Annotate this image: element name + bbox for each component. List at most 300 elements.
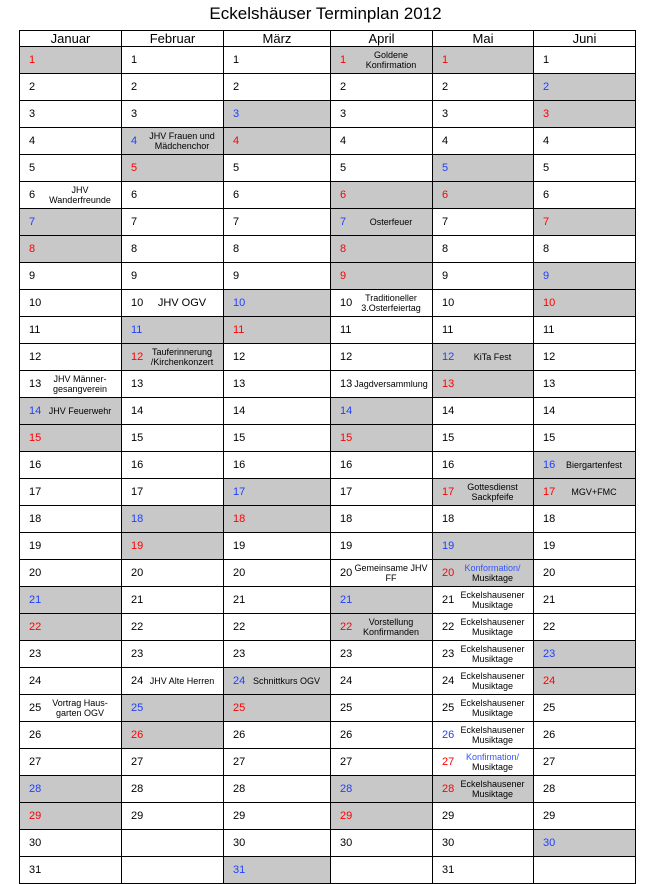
day-number: 5: [29, 162, 36, 174]
day-cell: [433, 74, 534, 101]
event-line: Eckelshausener: [460, 644, 525, 654]
event-line: Eckelshausener: [460, 698, 525, 708]
day-cell: [122, 533, 224, 560]
day-cell: [224, 290, 331, 317]
day-cell: [433, 236, 534, 263]
day-number: 14: [543, 405, 556, 417]
day-number: 7: [131, 216, 138, 228]
calendar-row: [20, 371, 636, 398]
event-line: Eckelshausener: [460, 617, 525, 627]
day-number: 13: [29, 378, 42, 390]
day-cell: [331, 263, 433, 290]
day-number: 12: [131, 351, 144, 363]
day-cell: [331, 425, 433, 452]
day-number: 20: [131, 567, 144, 579]
day-number: 24: [233, 675, 246, 687]
day-cell: [224, 101, 331, 128]
day-cell: [224, 263, 331, 290]
day-cell: [224, 452, 331, 479]
calendar-row: [20, 560, 636, 587]
day-cell: [224, 47, 331, 74]
event-line: Konfirmation: [365, 60, 417, 70]
event-line: JHV Frauen und: [149, 131, 215, 141]
calendar-row: [20, 533, 636, 560]
event-line: Vorstellung: [368, 617, 414, 627]
calendar-row: [20, 290, 636, 317]
day-cell: [122, 695, 224, 722]
day-number: 26: [442, 729, 455, 741]
day-number: 21: [543, 594, 556, 606]
day-cell: [433, 155, 534, 182]
day-number: 26: [29, 729, 42, 741]
day-cell: [534, 155, 636, 182]
day-cell: [534, 776, 636, 803]
day-number: 8: [233, 243, 240, 255]
calendar-row: [20, 695, 636, 722]
event-line: KiTa Fest: [473, 352, 512, 362]
calendar-row: [20, 722, 636, 749]
day-cell: [224, 425, 331, 452]
day-number: 2: [543, 81, 550, 93]
day-cell: [331, 398, 433, 425]
day-number: 22: [340, 621, 353, 633]
day-number: 5: [233, 162, 240, 174]
day-cell: [20, 344, 122, 371]
day-number: 24: [340, 675, 353, 687]
day-number: 4: [543, 135, 550, 147]
calendar-row: [20, 263, 636, 290]
calendar-body: [20, 47, 636, 884]
calendar-row: [20, 425, 636, 452]
day-number: 17: [543, 486, 556, 498]
day-cell: [20, 128, 122, 155]
day-cell: [534, 695, 636, 722]
day-cell: [122, 857, 224, 884]
day-number: 25: [340, 702, 353, 714]
day-number: 23: [131, 648, 144, 660]
day-cell: [20, 236, 122, 263]
day-number: 1: [442, 54, 449, 66]
day-number: 18: [340, 513, 353, 525]
day-number: 6: [340, 189, 347, 201]
calendar-row: [20, 776, 636, 803]
month-header-maerz: März: [224, 31, 331, 47]
day-cell: [224, 776, 331, 803]
day-number: 13: [340, 378, 353, 390]
day-number: 3: [131, 108, 138, 120]
calendar-row: [20, 317, 636, 344]
day-cell: [224, 479, 331, 506]
day-number: 13: [233, 378, 246, 390]
day-number: 24: [29, 675, 42, 687]
day-number: 14: [233, 405, 246, 417]
day-number: 14: [340, 405, 353, 417]
event-label: [455, 617, 530, 637]
day-number: 8: [340, 243, 347, 255]
event-line: Musiktage: [471, 762, 514, 772]
day-cell: [331, 479, 433, 506]
day-cell: [20, 452, 122, 479]
day-cell: [331, 587, 433, 614]
day-cell: [534, 749, 636, 776]
day-cell: [331, 209, 433, 236]
event-label: [144, 298, 220, 308]
day-cell: [122, 155, 224, 182]
event-line: JHV Feuerwehr: [48, 406, 112, 416]
day-number: 6: [233, 189, 240, 201]
day-number: 27: [442, 756, 455, 768]
event-line: 3.Osterfeiertag: [361, 303, 421, 313]
day-number: 16: [543, 459, 556, 471]
day-number: 20: [233, 567, 246, 579]
day-cell: [534, 722, 636, 749]
day-number: 13: [131, 378, 144, 390]
calendar-row: [20, 452, 636, 479]
day-cell: [331, 722, 433, 749]
calendar-row: [20, 101, 636, 128]
day-cell: [20, 587, 122, 614]
day-number: 7: [29, 216, 36, 228]
event-label: [455, 779, 530, 799]
day-number: 4: [29, 135, 36, 147]
day-cell: [433, 263, 534, 290]
day-number: 19: [340, 540, 353, 552]
day-cell: [331, 776, 433, 803]
day-cell: [433, 830, 534, 857]
event-line: Tauferinnerung: [151, 347, 213, 357]
day-cell: [433, 209, 534, 236]
event-label: [556, 460, 632, 470]
day-cell: [331, 452, 433, 479]
calendar-row: [20, 830, 636, 857]
day-cell: [20, 101, 122, 128]
event-label: [42, 374, 118, 394]
day-number: 30: [29, 837, 42, 849]
day-cell: [331, 236, 433, 263]
day-number: 19: [543, 540, 556, 552]
day-number: 23: [233, 648, 246, 660]
day-cell: [433, 749, 534, 776]
day-number: 18: [233, 513, 246, 525]
calendar-row: [20, 506, 636, 533]
day-number: 29: [442, 810, 455, 822]
day-cell: [224, 668, 331, 695]
day-number: 21: [131, 594, 144, 606]
day-cell: [433, 317, 534, 344]
day-cell: [433, 344, 534, 371]
day-number: 9: [29, 270, 36, 282]
day-number: 15: [340, 432, 353, 444]
day-cell: [20, 398, 122, 425]
day-cell: [122, 587, 224, 614]
day-cell: [331, 668, 433, 695]
day-cell: [224, 533, 331, 560]
day-number: 14: [29, 405, 42, 417]
day-number: 6: [29, 189, 36, 201]
day-number: 2: [340, 81, 347, 93]
event-label: [353, 617, 429, 637]
day-number: 23: [29, 648, 42, 660]
day-cell: [433, 857, 534, 884]
day-cell: [122, 425, 224, 452]
day-cell: [122, 830, 224, 857]
day-cell: [534, 452, 636, 479]
day-cell: [433, 722, 534, 749]
day-number: 23: [543, 648, 556, 660]
day-cell: [534, 398, 636, 425]
day-number: 25: [29, 702, 42, 714]
day-number: 31: [442, 864, 455, 876]
calendar-row: [20, 749, 636, 776]
event-label: [42, 698, 118, 718]
day-number: 28: [233, 783, 246, 795]
day-number: 17: [131, 486, 144, 498]
event-line: JHV Alte Herren: [149, 676, 215, 686]
day-cell: [20, 155, 122, 182]
day-number: 12: [340, 351, 353, 363]
day-number: 9: [442, 270, 449, 282]
day-number: 27: [29, 756, 42, 768]
day-number: 26: [233, 729, 246, 741]
event-line: Konfirmanden: [362, 627, 420, 637]
event-line: Musiktage: [471, 573, 514, 583]
day-cell: [20, 290, 122, 317]
day-cell: [433, 182, 534, 209]
day-number: 15: [233, 432, 246, 444]
day-number: 5: [442, 162, 449, 174]
day-cell: [122, 749, 224, 776]
day-number: 17: [442, 486, 455, 498]
day-number: 6: [543, 189, 550, 201]
day-number: 2: [29, 81, 36, 93]
event-line: Musiktage: [471, 681, 514, 691]
day-cell: [534, 263, 636, 290]
day-cell: [534, 803, 636, 830]
day-number: 13: [543, 378, 556, 390]
day-number: 13: [442, 378, 455, 390]
day-cell: [224, 614, 331, 641]
event-line: Wanderfreunde: [49, 195, 111, 205]
day-cell: [331, 74, 433, 101]
day-number: 3: [340, 108, 347, 120]
month-header-februar: Februar: [122, 31, 224, 47]
event-label: [455, 352, 530, 362]
day-number: 7: [340, 216, 347, 228]
day-cell: [122, 803, 224, 830]
event-label: [455, 644, 530, 664]
day-cell: [20, 506, 122, 533]
day-cell: [331, 101, 433, 128]
day-number: 3: [29, 108, 36, 120]
day-number: 15: [442, 432, 455, 444]
day-number: 1: [340, 54, 347, 66]
day-number: 24: [131, 675, 144, 687]
event-label: [144, 131, 220, 151]
event-line: Musiktage: [471, 627, 514, 637]
day-number: 20: [29, 567, 42, 579]
day-number: 20: [543, 567, 556, 579]
day-number: 16: [442, 459, 455, 471]
day-number: 15: [543, 432, 556, 444]
day-number: 8: [29, 243, 36, 255]
day-number: 9: [543, 270, 550, 282]
day-cell: [534, 101, 636, 128]
event-line: Eckelshausener: [460, 779, 525, 789]
day-number: 20: [442, 567, 455, 579]
event-line: Eckelshausener: [460, 725, 525, 735]
day-cell: [20, 803, 122, 830]
day-number: 3: [543, 108, 550, 120]
day-cell: [534, 614, 636, 641]
page-title: Eckelshäuser Terminplan 2012: [209, 4, 442, 23]
day-cell: [534, 371, 636, 398]
event-label: [455, 671, 530, 691]
day-cell: [122, 263, 224, 290]
day-cell: [122, 614, 224, 641]
day-number: 27: [233, 756, 246, 768]
day-cell: [122, 101, 224, 128]
event-line: Konfirmation/: [465, 752, 520, 762]
day-cell: [534, 533, 636, 560]
day-number: 5: [131, 162, 138, 174]
day-number: 7: [442, 216, 449, 228]
day-number: 2: [233, 81, 240, 93]
day-cell: [20, 263, 122, 290]
day-number: 8: [442, 243, 449, 255]
day-number: 12: [29, 351, 42, 363]
day-cell: [534, 74, 636, 101]
day-number: 16: [233, 459, 246, 471]
day-cell: [331, 47, 433, 74]
day-number: 14: [131, 405, 144, 417]
day-number: 28: [29, 783, 42, 795]
day-number: 4: [131, 135, 138, 147]
day-number: 19: [29, 540, 42, 552]
day-cell: [534, 668, 636, 695]
day-number: 19: [442, 540, 455, 552]
day-cell: [20, 533, 122, 560]
day-cell: [224, 236, 331, 263]
day-number: 30: [340, 837, 353, 849]
day-cell: [224, 749, 331, 776]
day-number: 10: [340, 297, 353, 309]
day-number: 21: [29, 594, 42, 606]
event-line: JHV OGV: [157, 297, 207, 309]
day-number: 11: [131, 324, 143, 336]
event-label: [455, 752, 530, 772]
day-cell: [122, 209, 224, 236]
day-cell: [224, 182, 331, 209]
day-number: 25: [543, 702, 556, 714]
day-cell: [224, 74, 331, 101]
day-cell: [534, 857, 636, 884]
day-cell: [224, 641, 331, 668]
day-cell: [122, 236, 224, 263]
day-cell: [122, 290, 224, 317]
event-line: Eckelshausener: [460, 590, 525, 600]
day-cell: [20, 560, 122, 587]
day-cell: [433, 668, 534, 695]
day-cell: [534, 236, 636, 263]
event-line: Traditioneller: [365, 293, 417, 303]
event-line: Gemeinsame JHV: [354, 563, 428, 573]
day-cell: [534, 425, 636, 452]
day-cell: [433, 506, 534, 533]
day-cell: [224, 587, 331, 614]
day-number: 22: [233, 621, 246, 633]
day-cell: [122, 722, 224, 749]
day-number: 11: [233, 324, 245, 336]
day-cell: [534, 209, 636, 236]
day-cell: [122, 317, 224, 344]
day-cell: [331, 155, 433, 182]
day-cell: [122, 479, 224, 506]
day-number: 21: [340, 594, 353, 606]
day-number: 1: [233, 54, 240, 66]
event-label: [353, 217, 429, 227]
day-number: 2: [131, 81, 138, 93]
day-cell: [122, 47, 224, 74]
day-cell: [534, 506, 636, 533]
day-number: 26: [131, 729, 144, 741]
day-cell: [433, 560, 534, 587]
day-number: 8: [131, 243, 138, 255]
day-cell: [122, 506, 224, 533]
day-number: 11: [543, 324, 555, 336]
event-line: garten OGV: [55, 708, 105, 718]
day-cell: [433, 479, 534, 506]
day-cell: [534, 290, 636, 317]
day-number: 19: [233, 540, 246, 552]
day-cell: [534, 47, 636, 74]
day-cell: [20, 182, 122, 209]
day-cell: [20, 641, 122, 668]
day-cell: [331, 695, 433, 722]
day-number: 8: [543, 243, 550, 255]
calendar-row: [20, 587, 636, 614]
event-line: JHV: [71, 185, 89, 195]
day-number: 23: [442, 648, 455, 660]
month-header-juni: Juni: [534, 31, 636, 47]
day-number: 28: [543, 783, 556, 795]
calendar-table: [19, 30, 636, 884]
day-number: 14: [442, 405, 455, 417]
day-cell: [331, 344, 433, 371]
day-number: 25: [233, 702, 246, 714]
day-number: 27: [340, 756, 353, 768]
day-number: 9: [131, 270, 138, 282]
day-cell: [122, 641, 224, 668]
day-number: 23: [340, 648, 353, 660]
day-number: 16: [131, 459, 144, 471]
calendar-row: [20, 155, 636, 182]
day-number: 29: [340, 810, 353, 822]
day-cell: [20, 614, 122, 641]
day-cell: [20, 479, 122, 506]
day-number: 11: [29, 324, 41, 336]
day-number: 28: [442, 783, 455, 795]
day-number: 17: [340, 486, 353, 498]
event-label: [42, 185, 118, 205]
day-cell: [331, 371, 433, 398]
day-cell: [433, 641, 534, 668]
day-number: 11: [442, 324, 454, 336]
day-cell: [433, 452, 534, 479]
event-label: [246, 676, 327, 686]
day-cell: [433, 587, 534, 614]
day-cell: [433, 101, 534, 128]
day-cell: [433, 614, 534, 641]
